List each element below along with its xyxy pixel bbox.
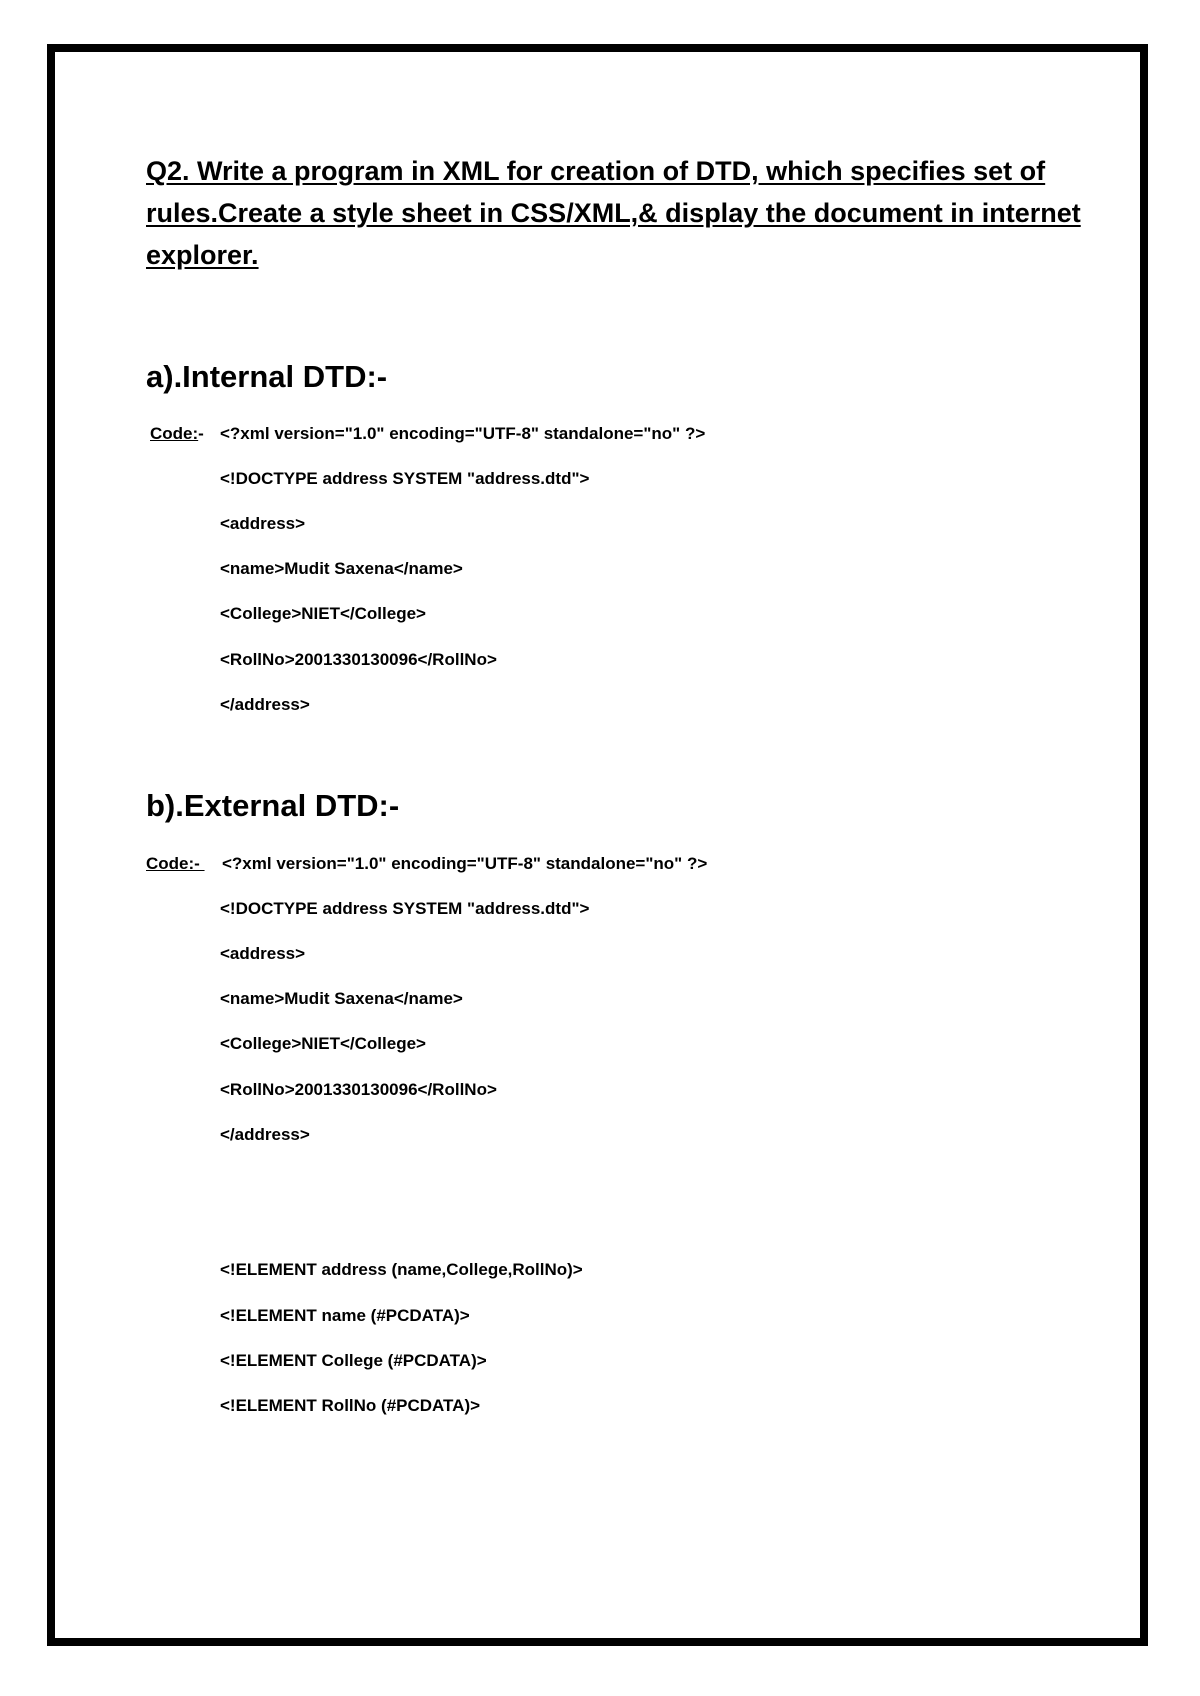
page-border bbox=[47, 44, 1148, 1646]
internal-code-line: </address> bbox=[220, 695, 310, 714]
internal-code-line: <!DOCTYPE address SYSTEM "address.dtd"> bbox=[220, 469, 590, 488]
dtd-element-line: <!ELEMENT name (#PCDATA)> bbox=[220, 1306, 470, 1325]
dtd-element-line: <!ELEMENT RollNo (#PCDATA)> bbox=[220, 1396, 481, 1415]
internal-xml-declaration: <?xml version="1.0" encoding="UTF-8" standalone="no" ?> bbox=[220, 424, 706, 443]
external-code-line: <RollNo>2001330130096</RollNo> bbox=[220, 1080, 497, 1099]
internal-code-line: <address> bbox=[220, 514, 306, 533]
dtd-element-line: <!ELEMENT address (name,College,RollNo)> bbox=[220, 1260, 583, 1279]
internal-code-line: <RollNo>2001330130096</RollNo> bbox=[220, 650, 497, 669]
external-code-line: </address> bbox=[220, 1125, 310, 1144]
internal-code-line: <name>Mudit Saxena</name> bbox=[220, 559, 463, 578]
question-title: Q2. Write a program in XML for creation of DTD, which specifies set of rules.Create a style sheet in CSS/XML,& display the document in internet explorer. bbox=[146, 156, 1081, 270]
external-code-line: <College>NIET</College> bbox=[220, 1034, 426, 1053]
external-code-label-text: Code:- bbox=[146, 854, 205, 873]
internal-code-label-suffix: - bbox=[198, 424, 209, 443]
external-code-line: <!DOCTYPE address SYSTEM "address.dtd"> bbox=[220, 899, 590, 918]
external-code-line: <name>Mudit Saxena</name> bbox=[220, 989, 463, 1008]
internal-code-label-text: Code: bbox=[150, 424, 199, 443]
external-code-label bbox=[146, 853, 205, 875]
external-xml-declaration: <?xml version="1.0" encoding="UTF-8" standalone="no" ?> bbox=[222, 854, 708, 873]
internal-dtd-heading: a).Internal DTD:- bbox=[146, 359, 388, 394]
external-dtd-heading: b).External DTD:- bbox=[146, 788, 400, 823]
external-code-line: <address> bbox=[220, 944, 306, 963]
internal-code-label bbox=[150, 423, 209, 445]
dtd-element-line: <!ELEMENT College (#PCDATA)> bbox=[220, 1351, 487, 1370]
internal-code-line: <College>NIET</College> bbox=[220, 604, 426, 623]
